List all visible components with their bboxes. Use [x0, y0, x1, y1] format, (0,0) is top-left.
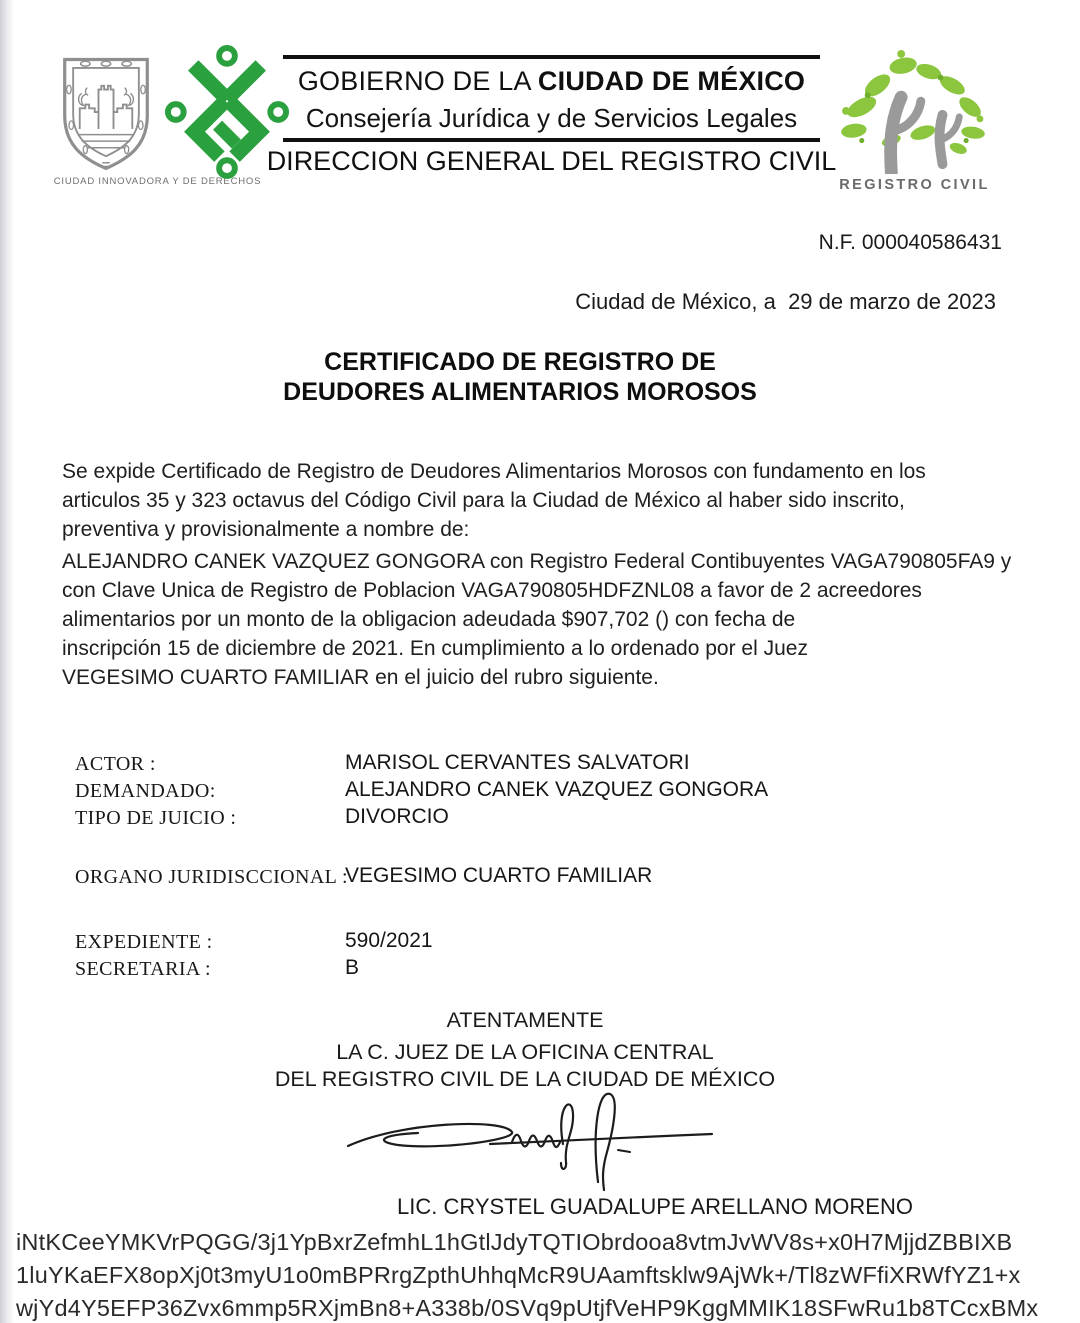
gov-line-bold: CIUDAD DE MÉXICO — [537, 66, 806, 96]
header-rule-top — [283, 55, 820, 59]
digital-seal-line: wjYd4Y5EFP36Zvx6mmp5RXjmBn8+A338b/0SVq9pUtjfVeHP9KggMMIK18SFwRu1b8TCcxBMx — [16, 1295, 1039, 1321]
dateline: Ciudad de México, a 29 de marzo de 2023 — [575, 289, 996, 314]
intro-paragraph-line: articulos 35 y 323 octavus del Código Civil para la Ciudad de México al haber sido inscrito, — [62, 489, 905, 512]
document-title-line2: DEUDORES ALIMENTARIOS MOROSOS — [283, 378, 757, 406]
direction-line: DIRECCION GENERAL DEL REGISTRO CIVIL — [266, 146, 837, 176]
registro-civil-logo-icon — [832, 46, 990, 174]
intro-paragraph — [62, 457, 1022, 544]
debtor-paragraph-line: VEGESIMO CUARTO FAMILIAR en el juicio del rubro siguiente. — [62, 666, 659, 689]
gov-line-normal: GOBIERNO DE LA — [297, 66, 538, 96]
registro-civil-label: REGISTRO CIVIL — [839, 177, 990, 193]
coat-caption: CIUDAD INNOVADORA Y DE DERECHOS — [53, 176, 262, 187]
field-label-tipo-juicio: TIPO DE JUICIO : — [75, 807, 237, 829]
debtor-paragraph-line: inscripción 15 de diciembre de 2021. En cumplimiento a lo ordenado por el Juez — [62, 637, 808, 660]
signature — [340, 1082, 720, 1200]
intro-paragraph-line: Se expide Certificado de Registro de Deudores Alimentarios Morosos con fundamento en los — [62, 460, 926, 483]
debtor-paragraph-line: alimentarios por un monto de la obligacion adeudada $907,702 () con fecha de — [62, 608, 796, 631]
field-value-expediente: 590/2021 — [345, 929, 433, 952]
field-label-secretaria: SECRETARIA : — [75, 958, 211, 980]
signer-name: LIC. CRYSTEL GUADALUPE ARELLANO MORENO — [397, 1194, 913, 1219]
field-value-tipo-juicio: DIVORCIO — [345, 805, 449, 828]
photo-edge-shadow — [0, 0, 14, 1323]
gov-line — [283, 66, 820, 97]
digital-seal-line: iNtKCeeYMKVrPQGG/3j1YpBxrZefmhL1hGtlJdyTQTIObrdooa8vtmJvWV8s+x0H7MjjdZBBIXB — [16, 1229, 1013, 1255]
field-value-demandado: ALEJANDRO CANEK VAZQUEZ GONGORA — [345, 778, 769, 801]
closing-atentamente: ATENTAMENTE — [446, 1008, 604, 1032]
closing-registro-line: DEL REGISTRO CIVIL DE LA CIUDAD DE MÉXICO — [274, 1067, 776, 1091]
document-title — [270, 347, 770, 407]
folio-number: N.F. 000040586431 — [818, 231, 1002, 254]
field-label-organo: ORGANO JURIDISCCIONAL : — [75, 866, 348, 888]
debtor-paragraph — [62, 547, 1042, 692]
field-value-actor: MARISOL CERVANTES SALVATORI — [345, 751, 690, 774]
field-value-organo: VEGESIMO CUARTO FAMILIAR — [345, 864, 653, 887]
digital-seal-string — [16, 1226, 1076, 1323]
field-value-secretaria: B — [345, 956, 360, 979]
dept-line: Consejería Jurídica y de Servicios Legales — [305, 103, 798, 133]
debtor-paragraph-line: ALEJANDRO CANEK VAZQUEZ GONGORA con Registro Federal Contibuyentes VAGA790805FA9 y — [62, 550, 1012, 573]
debtor-paragraph-line: con Clave Unica de Registro de Poblacion VAGA790805HDFZNL08 a favor de 2 acreedores — [62, 579, 922, 602]
field-label-expediente: EXPEDIENTE : — [75, 931, 213, 953]
digital-seal-line: 1luYKaEFX8opXj0t3myU1o0mBPRrgZpthUhhqMcR9UAamftsklw9AjWk+/Tl8zWFfiXRWfYZ1+x — [16, 1262, 1021, 1288]
header-rule-bottom — [283, 138, 820, 142]
document-title-line1: CERTIFICADO DE REGISTRO DE — [324, 348, 716, 376]
field-label-actor: ACTOR : — [75, 753, 156, 775]
field-label-demandado: DEMANDADO: — [75, 780, 216, 802]
intro-paragraph-line: preventiva y provisionalmente a nombre de: — [62, 518, 470, 541]
mexico-city-coat-of-arms-icon — [58, 52, 154, 174]
closing-juez-line: LA C. JUEZ DE LA OFICINA CENTRAL — [336, 1040, 714, 1064]
